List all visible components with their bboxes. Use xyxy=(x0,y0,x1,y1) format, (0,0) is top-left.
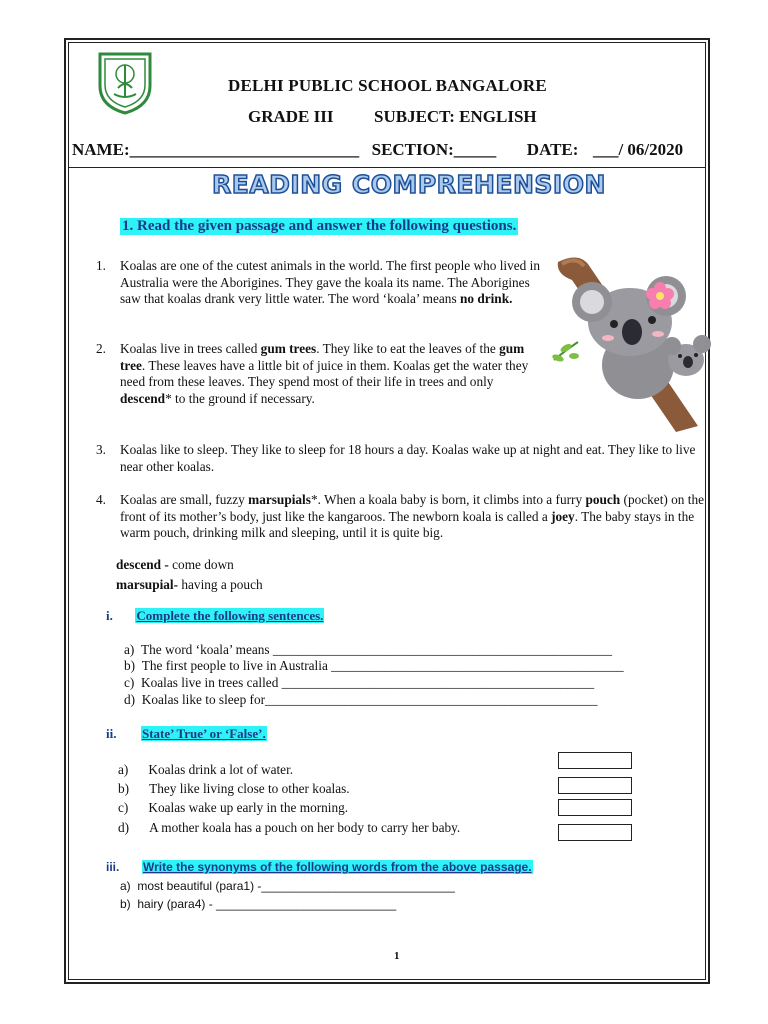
subject-label: SUBJECT: ENGLISH xyxy=(374,107,537,126)
date-field[interactable]: ___/ 06/2020 xyxy=(592,140,684,159)
answer-box-d[interactable] xyxy=(558,824,632,841)
name-field[interactable]: ___________________________ xyxy=(129,140,360,159)
section-i-heading: i. Complete the following sentences. xyxy=(106,608,324,623)
name-label: NAME: xyxy=(72,140,130,159)
koala-illustration xyxy=(548,250,716,432)
true-false-item-b: b) They like living close to other koalas. xyxy=(118,781,350,796)
passage-paragraph-2: 2. Koalas live in trees called gum trees. They like to eat the leaves of the gum tree. These leaves have a little bit of juice in them. Koalas get the water they need from these leaves. They spend most of their life in trees and only descend* to the ground if necessary. xyxy=(96,341,529,406)
passage-paragraph-3: 3. Koalas like to sleep. They like to sleep for 18 hours a day. Koalas wake up at night and eat. They like to live near other koalas. xyxy=(96,442,696,474)
glossary-marsupial: marsupial- having a pouch xyxy=(116,577,263,592)
synonym-item-a[interactable]: a) most beautiful (para1) -_____________________________ xyxy=(120,879,455,893)
passage-paragraph-4: 4. Koalas are small, fuzzy marsupials*. When a koala baby is born, it climbs into a furry pouch (pocket) on the front of its mother’s body, just like the kangaroos. The newborn koala is called a joey. The baby stays in the warm pouch, drinking milk and sleeping, until it is quite big. xyxy=(96,492,705,541)
grade-label: GRADE III xyxy=(248,107,334,126)
question-1-heading: 1. Read the given passage and answer the following questions. xyxy=(122,218,517,234)
header-divider xyxy=(69,167,705,168)
answer-box-b[interactable] xyxy=(558,777,632,794)
passage-paragraph-1: 1. Koalas are one of the cutest animals in the world. The first people who lived in Australia were the Aborigines. They gave the koala its name. The Aborigines saw that koalas drank very little water. The word ‘koala’ means no drink. xyxy=(96,258,540,307)
section-label: SECTION: xyxy=(371,140,454,159)
complete-item-b[interactable]: b) The first people to live in Australia ____________________________________________ xyxy=(124,658,624,673)
school-crest-icon xyxy=(96,50,154,116)
glossary-descend: descend - come down xyxy=(116,557,234,572)
page-number: 1 xyxy=(394,950,400,962)
section-iii-heading: iii. Write the synonyms of the following words from the above passage. xyxy=(106,860,532,874)
complete-item-c[interactable]: c) Koalas live in trees called _______________________________________________ xyxy=(124,675,595,690)
true-false-item-d: d) A mother koala has a pouch on her body to carry her baby. xyxy=(118,820,461,835)
complete-item-d[interactable]: d) Koalas like to sleep for__________________________________________________ xyxy=(124,692,598,707)
true-false-item-a: a) Koalas drink a lot of water. xyxy=(118,762,294,777)
date-label: DATE: xyxy=(526,140,579,159)
school-name: DELHI PUBLIC SCHOOL BANGALORE xyxy=(228,76,547,95)
answer-box-c[interactable] xyxy=(558,799,632,816)
answer-box-a[interactable] xyxy=(558,752,632,769)
page-title: READING COMPREHENSION xyxy=(212,170,606,199)
section-field[interactable]: _____ xyxy=(453,140,497,159)
section-ii-heading: ii. State’ True’ or ‘False’. xyxy=(106,726,266,741)
student-info-row xyxy=(72,140,683,160)
true-false-item-c: c) Koalas wake up early in the morning. xyxy=(118,800,349,815)
complete-item-a[interactable]: a) The word ‘koala’ means ___________________________________________________ xyxy=(124,642,613,657)
synonym-item-b[interactable]: b) hairy (para4) - ___________________________ xyxy=(120,897,397,911)
